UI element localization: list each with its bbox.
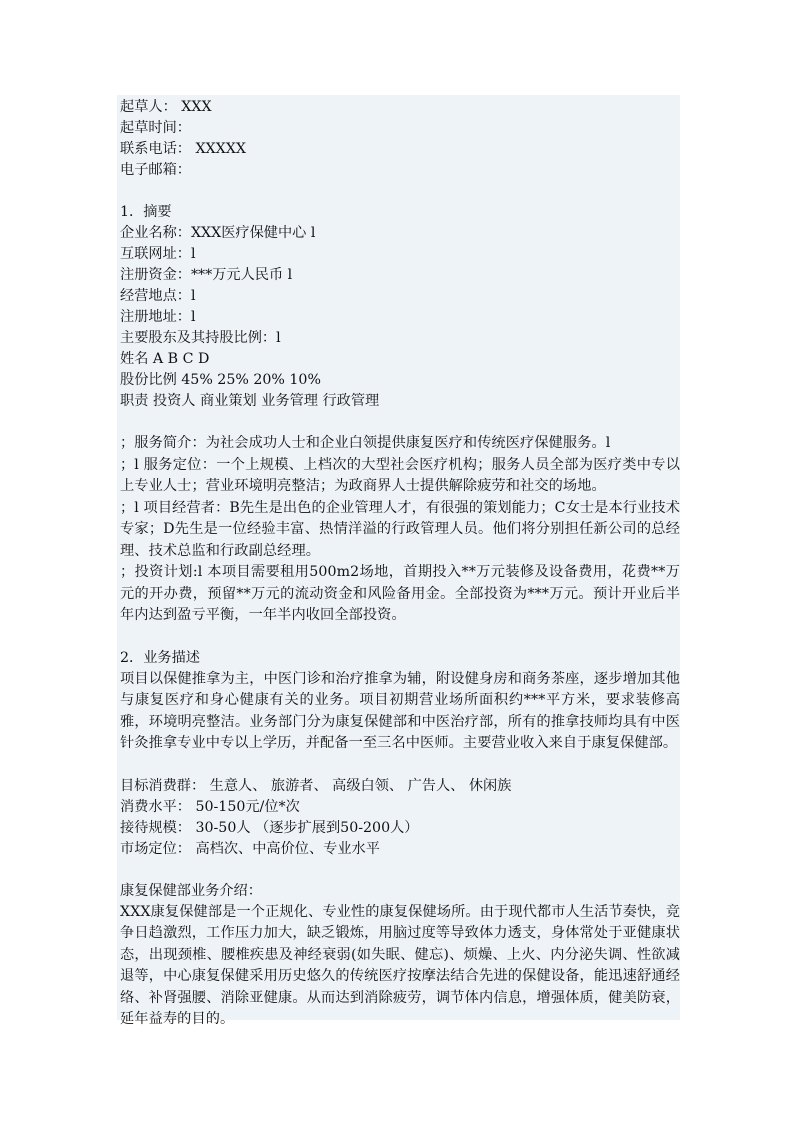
spacer: [120, 627, 680, 648]
spacer: [120, 755, 680, 776]
target-customers-line: 目标消费群： 生意人、 旅游者、 高级白领、 广告人、 休闲族: [120, 777, 512, 794]
phone-line: 联系电话： XXXXX: [120, 141, 246, 157]
investment-plan-paragraph: ；投资计划:l 本项目需要租用500m2场地，首期投入**万元装修及设备费用，花费**万元的开办费，预留**万元的流动资金和风险备用金。全部投资为***万元。预计开业后半年内达到盈亏平衡，一年半内收回全部投资。: [120, 564, 680, 623]
draft-time-line: 起草时间：: [120, 120, 191, 136]
duties-row: 职责 投资人 商业策划 业务管理 行政管理: [120, 393, 380, 409]
consumption-level-line: 消费水平： 50-150元/位*次: [120, 798, 300, 815]
capital-line: 注册资金：***万元人民币 l: [120, 267, 293, 283]
service-positioning-paragraph: ；l 服务定位：一个上规模、上档次的大型社会医疗机构；服务人员全部为医疗类中专以上专业人士；营业环境明亮整洁；为政商界人士提供解除疲劳和社交的场地。: [120, 456, 680, 494]
section-heading-summary: 1．摘要: [120, 204, 172, 220]
registered-address-line: 注册地址：l: [120, 309, 196, 325]
shareholders-label: 主要股东及其持股比例：l: [120, 330, 281, 346]
rehab-heading: 康复保健部业务介绍：: [120, 882, 262, 899]
spacer: [120, 181, 680, 202]
section-heading-business: 2．业务描述: [120, 649, 200, 666]
business-location-line: 经营地点：l: [120, 288, 196, 304]
email-line: 电子邮箱：: [120, 162, 191, 178]
spacer: [120, 860, 680, 881]
rehab-description-paragraph: XXX康复保健部是一个正规化、专业性的康复保健场所。由于现代都市人生活节奏快，竞争日趋激烈，工作压力加大，缺乏锻炼，用脑过度等导致体力透支，身体常处于亚健康状态，出现颈椎、腰椎疾患及神经衰弱(如失眠、健忘)、烦燥、上火、内分泌失调、性欲减退等，中心康复保健采用历史悠久的传统医疗按摩法结合先进的保健设备，能迅速舒通经络、补肾强腰、消除亚健康。从而达到消除疲劳，调节体内信息，增强体质，健美防衰，延年益寿的目的。: [120, 903, 680, 1027]
company-name-line: 企业名称：XXX医疗保健中心 l: [120, 225, 316, 241]
reception-scale-line: 接待规模： 30-50人 （逐步扩展到50-200人）: [120, 819, 419, 836]
document-body: [120, 97, 680, 1031]
share-ratio-row: 股份比例 45% 25% 20% 10%: [120, 372, 321, 388]
service-intro-paragraph: ；服务简介：为社会成功人士和企业白领提供康复医疗和传统医疗保健服务。l: [120, 435, 611, 451]
market-position-line: 市场定位： 高档次、中高价位、专业水平: [120, 840, 380, 857]
operators-paragraph: ；l 项目经营者：B先生是出色的企业管理人才，有很强的策划能力；C女士是本行业技术专家；D先生是一位经验丰富、热情洋溢的行政管理人员。他们将分别担任新公司的总经理、技术总监和行政副总经理。: [120, 499, 680, 559]
shareholder-names-row: 姓名 A B C D: [120, 351, 210, 367]
business-description-paragraph: 项目以保健推拿为主，中医门诊和治疗推拿为辅，附设健身房和商务茶座，逐步增加其他与康复医疗和身心健康有关的业务。项目初期营业场所面积约***平方米，要求装修高雅，环境明亮整洁。业务部门分为康复保健部和中医治疗部，所有的推拿技师均具有中医针灸推拿专业中专以上学历，并配备一至三名中医师。主要营业收入来自于康复保健部。: [120, 670, 680, 751]
spacer: [120, 412, 680, 433]
drafter-line: 起草人： XXX: [120, 99, 212, 115]
website-line: 互联网址：l: [120, 246, 196, 262]
